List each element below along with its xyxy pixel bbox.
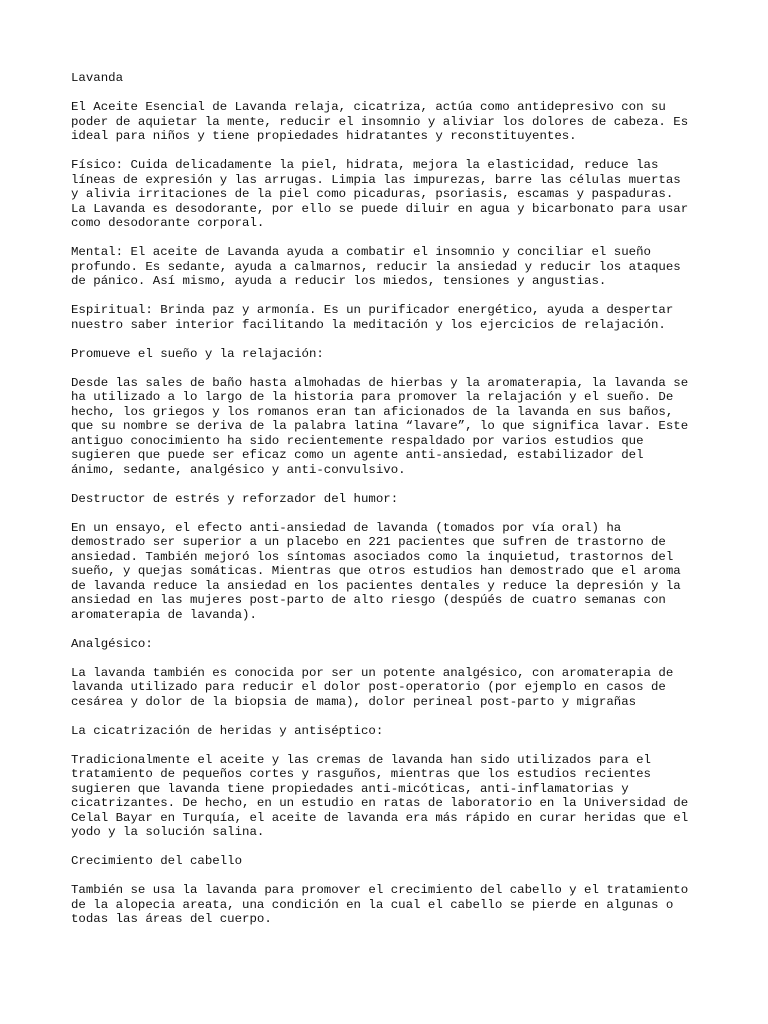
physical-paragraph: Físico: Cuida delicadamente la piel, hidrata, mejora la elasticidad, reduce las líneas de expresión y las arrugas. Limpia las impurezas, barre las células muertas y alivia irritaciones de la piel como picaduras, psoriasis, escamas y paspaduras. La Lavanda es desodorante, por ello se puede diluir en agua y bicarbonato para usar como desodorante corporal. <box>71 158 689 230</box>
analgesic-paragraph: La lavanda también es conocida por ser un potente analgésico, con aromaterapia de lavanda utilizado para reducir el dolor post-operatorio (por ejemplo en casos de cesárea y dolor de la biopsia de mama), dolor perineal post-parto y migrañas <box>71 665 674 709</box>
intro-paragraph: El Aceite Esencial de Lavanda relaja, cicatriza, actúa como antidepresivo con su poder de aquietar la mente, reducir el insomnio y aliviar los dolores de cabeza. Es ideal para niños y tiene propiedades hidratantes y reconstituyentes. <box>71 100 689 143</box>
hair-paragraph: También se usa la lavanda para promover el crecimiento del cabello y el tratamiento de la alopecia areata, una condición en la cual el cabello se pierde en algunas o todas las áreas del cuerpo. <box>71 883 689 926</box>
spiritual-paragraph: Espiritual: Brinda paz y armonía. Es un purificador energético, ayuda a despertar nuestro saber interior facilitando la meditación y los ejercicios de relajación. <box>71 303 674 332</box>
section-heading-stress: Destructor de estrés y reforzador del humor: <box>71 491 399 506</box>
stress-paragraph: En un ensayo, el efecto anti-ansiedad de lavanda (tomados por vía oral) ha demostrado ser superior a un placebo en 221 pacientes que sufren de trastorno de ansiedad. También mejoró los síntomas asociados como la inquietud, trastornos del sueño, y quejas somáticas. Mientras que otros estudios han demostrado que el aroma de lavanda reduce la ansiedad en los pacientes dentales y reduce la depresión y la ansiedad en las mujeres post-parto de alto riesgo (despúés de cuatro semanas con aromaterapia de lavanda). <box>71 520 681 622</box>
section-heading-analgesic: Analgésico: <box>71 636 153 651</box>
document-title: Lavanda <box>71 71 124 85</box>
section-heading-hair: Crecimiento del cabello <box>71 854 243 868</box>
section-heading-healing: La cicatrización de heridas y antiséptico: <box>71 723 384 738</box>
sleep-paragraph: Desde las sales de baño hasta almohadas de hierbas y la aromaterapia, la lavanda se ha utilizado a lo largo de la historia para promover la relajación y el sueño. De hecho, los griegos y los romanos eran tan aficionados de la lavanda en sus baños, que su nombre se deriva de la palabra latina “lavare”, lo que significa lavar. Este antiguo conocimiento ha sido recientemente respaldado por varios estudios que sugieren que puede ser eficaz como un agente anti-ansiedad, estabilizador del ánimo, sedante, analgésico y anti-convulsivo. <box>71 375 689 477</box>
document-page <box>71 71 711 941</box>
healing-paragraph: Tradicionalmente el aceite y las cremas de lavanda han sido utilizados para el tratamiento de pequeños cortes y rasguños, mientras que los estudios recientes sugieren que lavanda tiene propiedades anti-micóticas, anti-inflamatorias y cicatrizantes. De hecho, en un estudio en ratas de laboratorio en la Universidad de Celal Bayar en Turquía, el aceite de lavanda era más rápido en curar heridas que el yodo y la solución salina. <box>71 752 689 839</box>
mental-paragraph: Mental: El aceite de Lavanda ayuda a combatir el insomnio y conciliar el sueño profundo. Es sedante, ayuda a calmarnos, reducir la ansiedad y reducir los ataques de pánico. Así mismo, ayuda a reducir los miedos, tensiones y angustias. <box>71 245 681 288</box>
section-heading-sleep: Promueve el sueño y la relajación: <box>71 346 324 361</box>
